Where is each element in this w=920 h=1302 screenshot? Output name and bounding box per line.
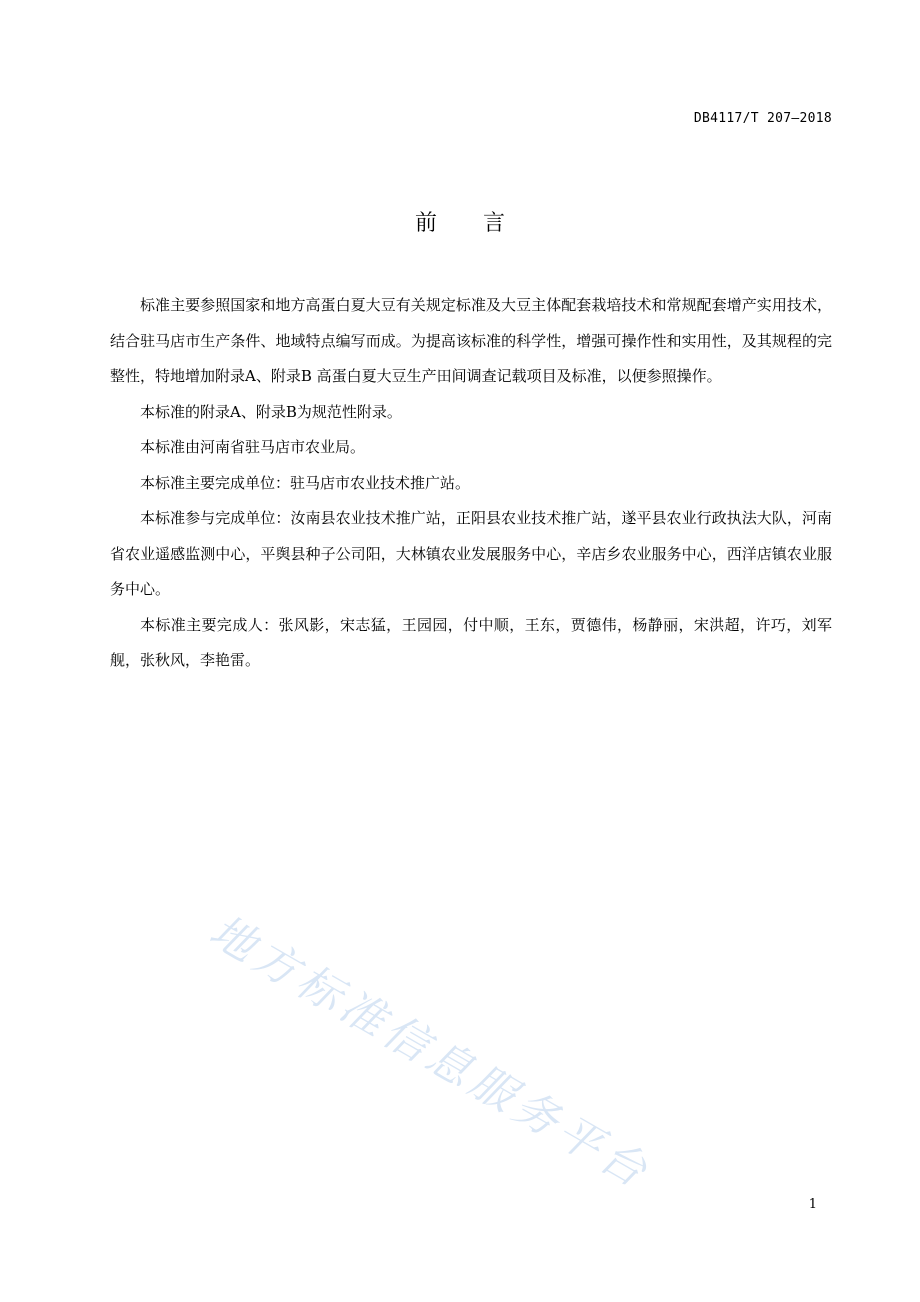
paragraph-appendix: 本标准的附录A、附录B为规范性附录。 xyxy=(140,402,402,421)
page-number: 1 xyxy=(808,1197,817,1212)
paragraph-basis: 标准主要参照国家和地方高蛋白夏大豆有关规定标准及大豆主体配套栽培技术和常规配套增产实用技术，结合驻马店市生产条件、地域特点编写而成。为提高该标准的科学性，增强可操作性和实用性，及其规程的完整性，特地增加附录A、附录B 高蛋白夏大豆生产田间调查记载项目及标准，以便参照操作。 xyxy=(110,296,832,385)
paragraph-main-drafting-unit: 本标准主要完成单位：驻马店市农业技术推广站。 xyxy=(140,473,471,492)
paragraph-main-drafters: 本标准主要完成人：张风影，宋志猛，王园园，付中顺，王东，贾德伟，杨静丽，宋洪超，许巧，刘军舰，张秋风，李艳雷。 xyxy=(110,615,832,669)
page-title-char-1: 前 xyxy=(414,211,437,236)
watermark-text: 地方标准信息服务平台 xyxy=(201,905,660,1200)
foreword-body xyxy=(110,288,832,679)
document-code: DB4117/T 207—2018 xyxy=(693,111,832,126)
page-title-char-2: 言 xyxy=(483,211,506,236)
paragraph-participating-units: 本标准参与完成单位：汝南县农业技术推广站，正阳县农业技术推广站，遂平县农业行政执法大队，河南省农业遥感监测中心，平舆县种子公司阳，大林镇农业发展服务中心，辛店乡农业服务中心，西洋店镇农业服务中心。 xyxy=(110,509,832,598)
page-title xyxy=(0,206,920,237)
paragraph-proposer: 本标准由河南省驻马店市农业局。 xyxy=(140,438,366,456)
